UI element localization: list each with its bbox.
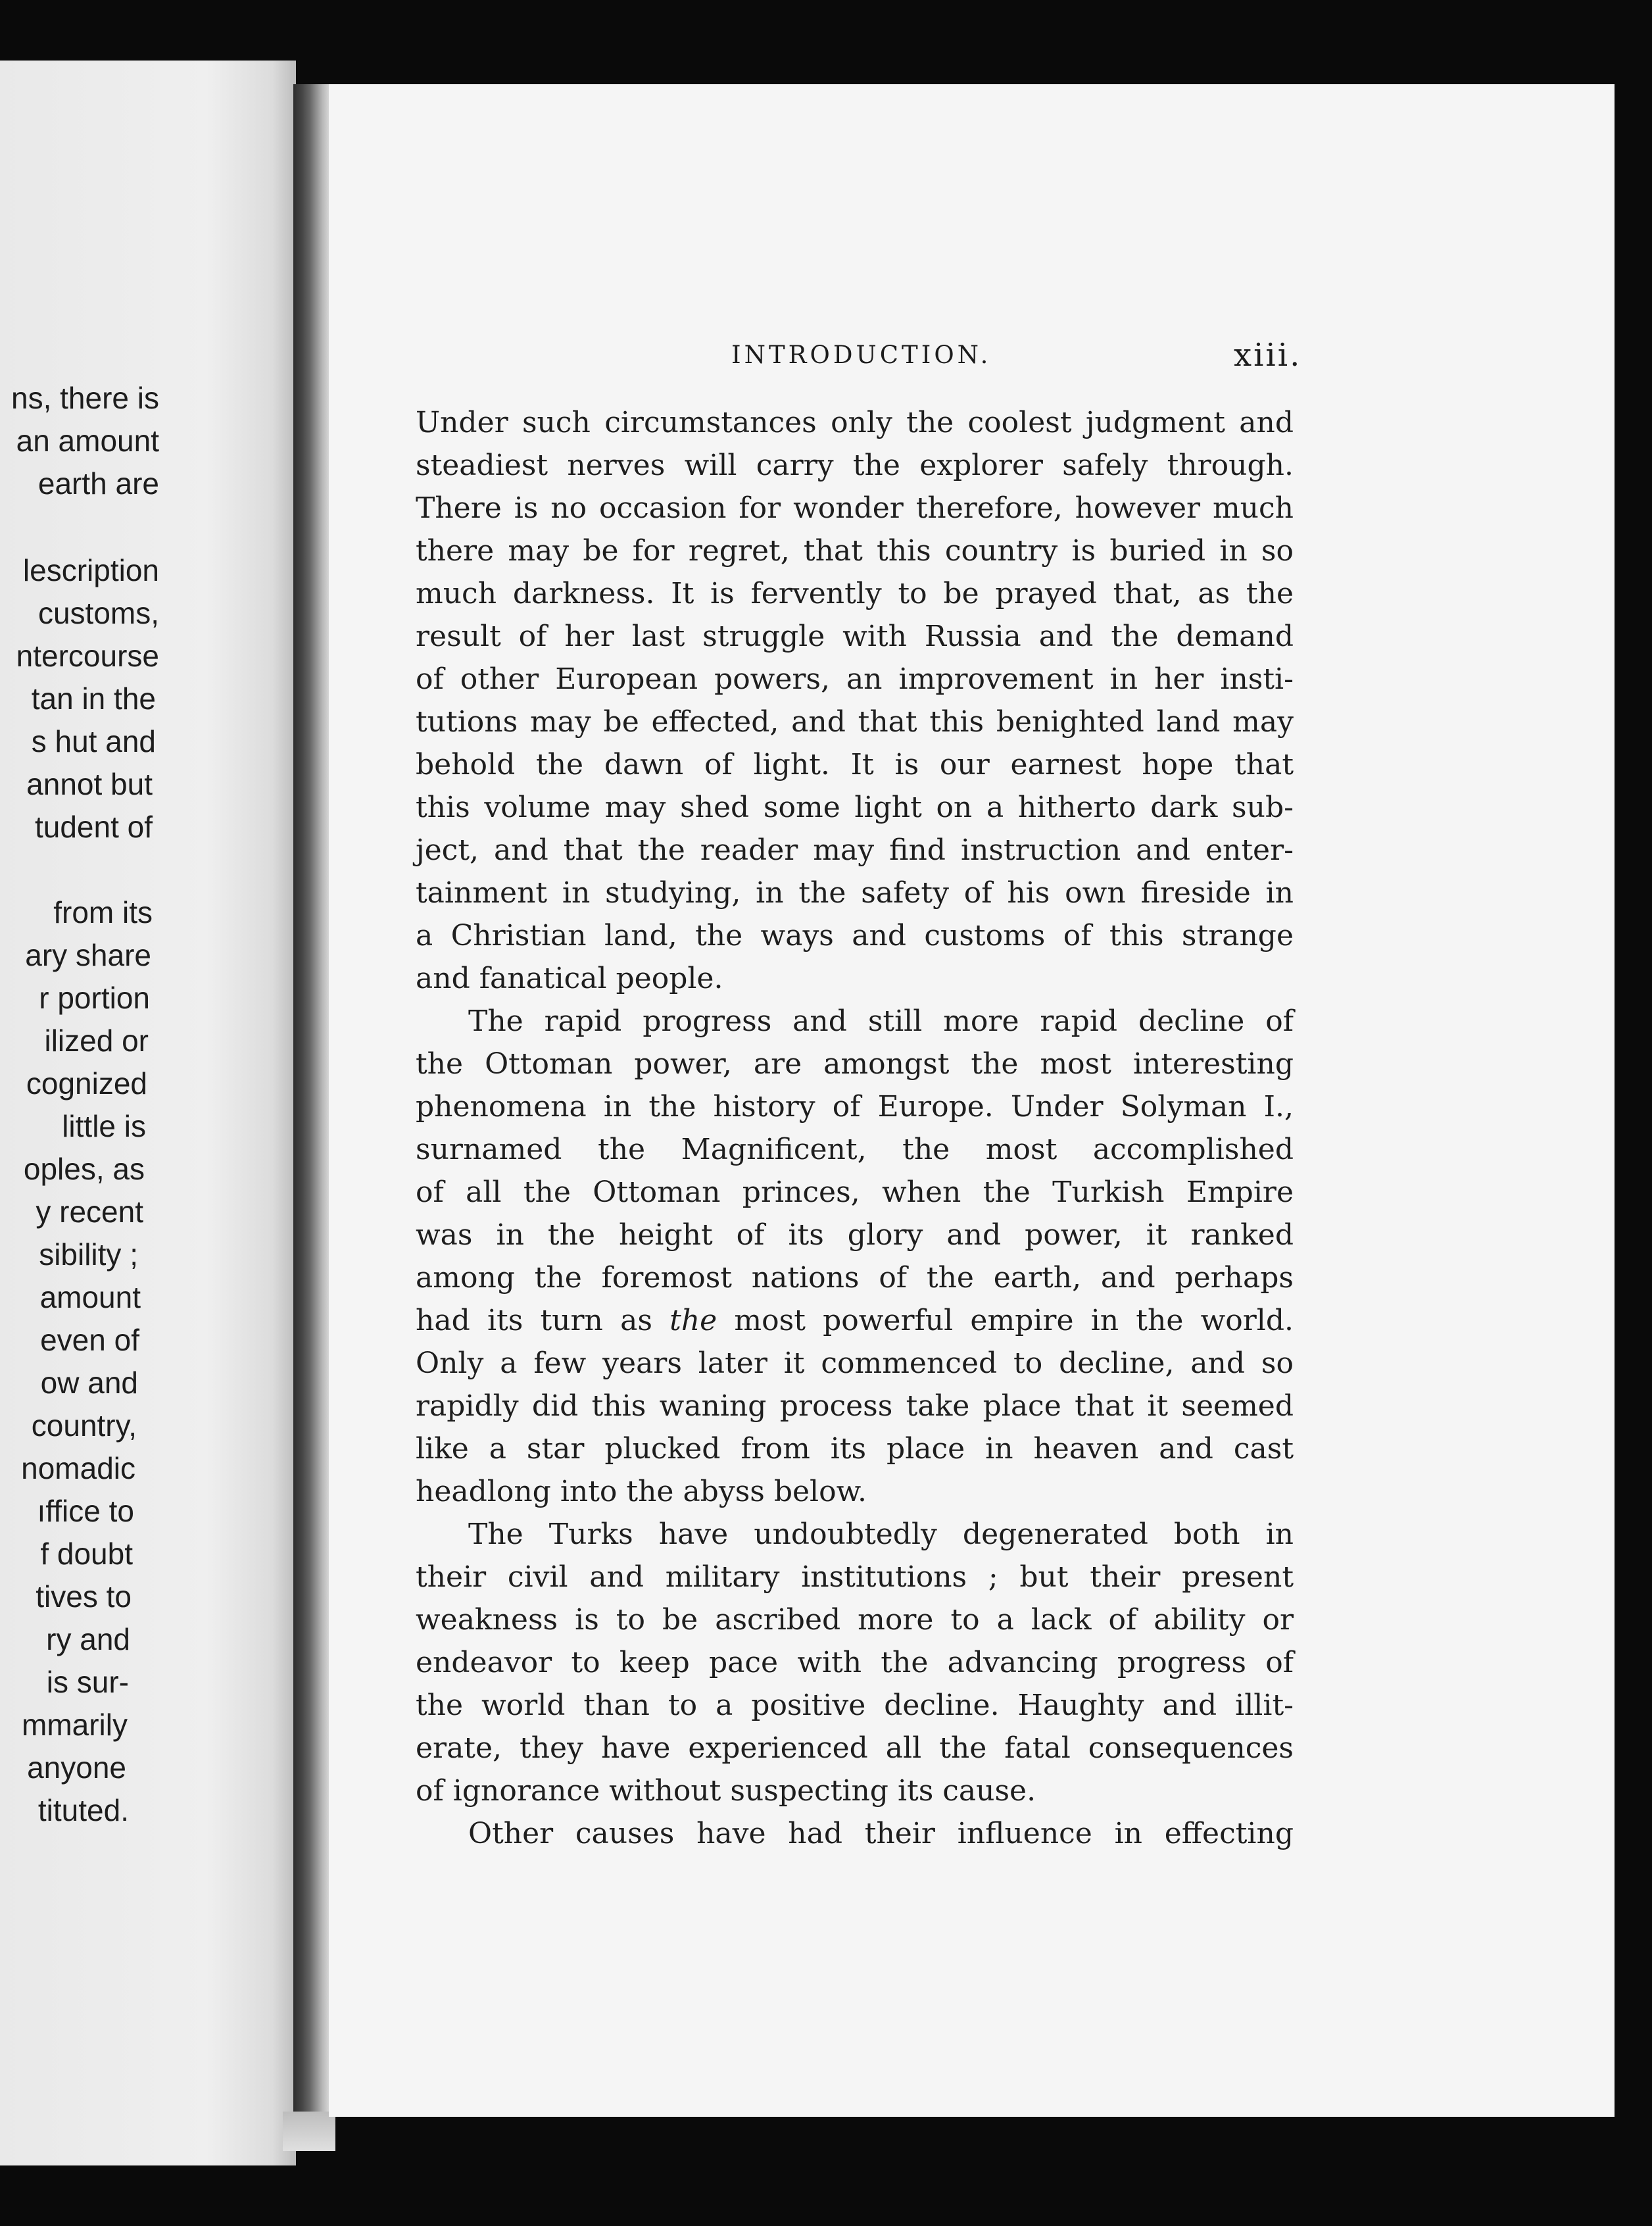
left-page-line: from its (53, 895, 153, 929)
right-page (329, 84, 1615, 2117)
left-page-line: cognized (26, 1066, 147, 1101)
text-line: the world than to a positive decline. Haughty and illit- (416, 1689, 1294, 1722)
running-head-title: INTRODUCTION. (731, 341, 992, 369)
left-page-line: ilized or (44, 1024, 149, 1058)
left-page-line: tives to (36, 1579, 132, 1614)
text-line: erate, they have experienced all the fatal consequences (416, 1731, 1294, 1765)
text-line: like a star plucked from its place in heaven and cast (416, 1432, 1294, 1466)
left-page-line: sibility ; (39, 1237, 138, 1272)
text-segment: most powerful empire in the world. (734, 1304, 1294, 1337)
left-page-line: little is (62, 1109, 146, 1143)
left-page-line: earth are (37, 466, 159, 501)
left-page-line: ow and (40, 1366, 138, 1400)
text-line: The Turks have undoubtedly degenerated both in (468, 1518, 1294, 1551)
left-page-line: f doubt (40, 1537, 133, 1571)
left-page-line: oples, as (23, 1152, 145, 1186)
text-line: was in the height of its glory and power, it ranked (416, 1218, 1294, 1252)
left-facing-page (0, 61, 296, 2165)
left-page-line: tudent of (34, 810, 153, 844)
left-page-line: anyone (27, 1750, 126, 1785)
text-line: headlong into the abyss below. (416, 1475, 867, 1508)
text-line: There is no occasion for wonder therefore, however much (416, 491, 1294, 525)
text-line: The rapid progress and still more rapid decline of (468, 1004, 1294, 1038)
italic-emphasis: the (669, 1304, 717, 1337)
text-line: much darkness. It is fervently to be prayed that, as the (416, 577, 1294, 610)
text-line: of all the Ottoman princes, when the Turkish Empire (416, 1175, 1294, 1209)
left-page-line: is sur- (46, 1665, 129, 1699)
text-line: Under such circumstances only the coolest judgment and (416, 406, 1294, 439)
text-line: Other causes have had their influence in effecting (468, 1817, 1294, 1850)
text-line: ject, and that the reader may find instruction and enter- (416, 833, 1294, 867)
left-page-line: customs, (37, 596, 159, 630)
text-line: weakness is to be ascribed more to a lack of ability or (416, 1603, 1294, 1637)
text-line: a Christian land, the ways and customs of this strange (416, 919, 1294, 952)
left-page-line: country, (31, 1408, 137, 1443)
left-page-line: tan in the (31, 681, 156, 716)
text-line: of ignorance without suspecting its cause. (416, 1774, 1036, 1808)
running-head (329, 337, 1615, 380)
left-page-line: an amount (16, 424, 159, 458)
text-line: Only a few years later it commenced to decline, and so (416, 1347, 1294, 1380)
left-page-line: r portion (39, 981, 150, 1015)
text-line: tutions may be effected, and that this benighted land may (416, 705, 1294, 739)
text-line: their civil and military institutions ; but their present (416, 1560, 1294, 1594)
text-line: phenomena in the history of Europe. Under Solyman I., (416, 1090, 1294, 1124)
text-line: endeavor to keep pace with the advancing progress of (416, 1646, 1294, 1679)
book-gutter-edge (283, 2112, 335, 2151)
left-page-line: ns, there is (11, 381, 159, 415)
left-page-line: y recent (36, 1195, 143, 1229)
text-line: tainment in studying, in the safety of his own fireside in (416, 876, 1294, 910)
text-line: behold the dawn of light. It is our earnest hope that (416, 748, 1294, 781)
text-line-with-emphasis (416, 1301, 1294, 1341)
text-line: this volume may shed some light on a hitherto dark sub- (416, 791, 1294, 824)
left-page-line: ry and (46, 1622, 130, 1656)
left-page-line: tituted. (37, 1793, 129, 1827)
text-line: there may be for regret, that this country is buried in so (416, 534, 1294, 568)
left-page-line: amount (39, 1280, 141, 1314)
left-page-line: nomadic (21, 1451, 135, 1485)
left-page-line: even of (40, 1323, 139, 1357)
text-line: steadiest nerves will carry the explorer safely through. (416, 449, 1294, 482)
text-line: the Ottoman power, are amongst the most interesting (416, 1047, 1294, 1081)
left-page-line: lescription (22, 553, 159, 587)
text-line: surnamed the Magnificent, the most accomplished (416, 1133, 1294, 1166)
left-page-line: ıffice to (37, 1494, 134, 1528)
text-line: rapidly did this waning process take place that it seemed (416, 1389, 1294, 1423)
text-line: result of her last struggle with Russia and the demand (416, 620, 1294, 653)
book-gutter-shadow (293, 84, 330, 2117)
text-line: of other European powers, an improvement in her insti- (416, 662, 1294, 696)
left-page-line: annot but (26, 767, 153, 801)
page-number: xiii. (1234, 337, 1302, 374)
left-page-line: mmarily (22, 1708, 128, 1742)
text-line: among the foremost nations of the earth, and perhaps (416, 1261, 1294, 1295)
text-line: and fanatical people. (416, 962, 723, 995)
left-page-line: ntercourse (16, 639, 159, 673)
left-page-line: s hut and (31, 724, 156, 758)
text-segment: had its turn as (416, 1304, 652, 1337)
left-page-line: ary share (25, 938, 151, 972)
